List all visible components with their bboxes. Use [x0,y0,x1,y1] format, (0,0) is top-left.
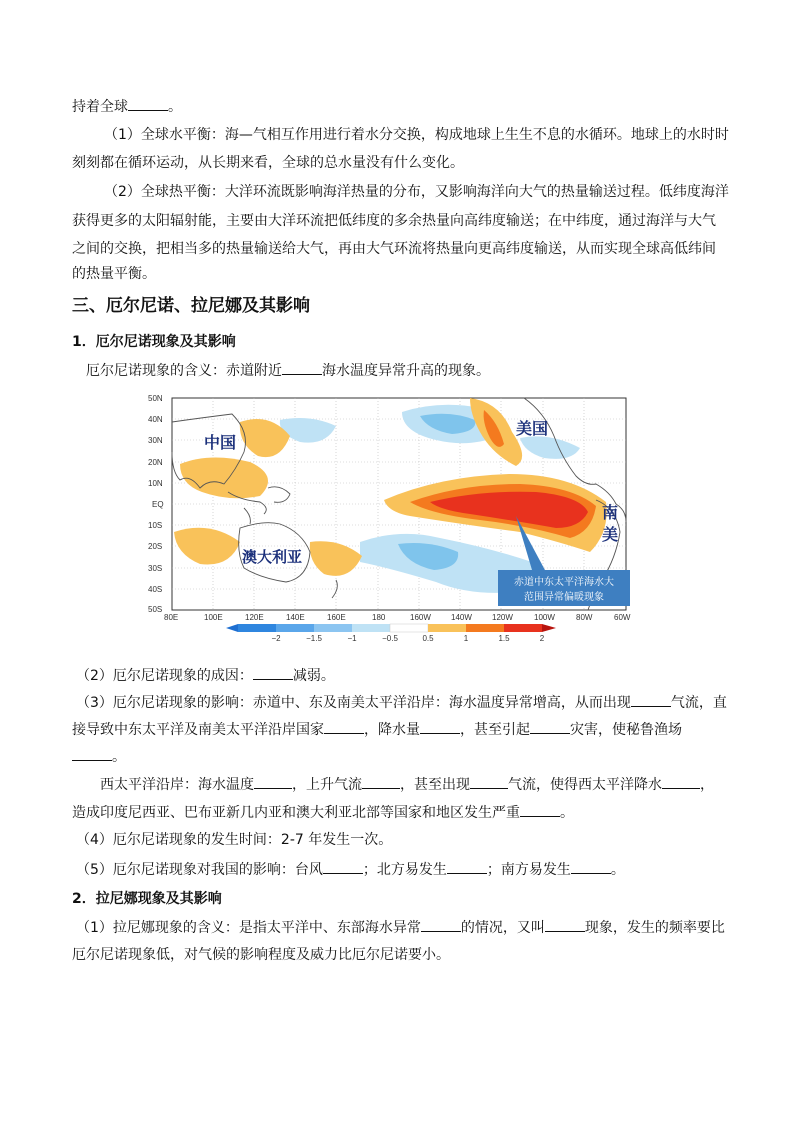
blank [254,774,292,789]
lat-tick-label: 20S [148,542,163,551]
lon-tick-label: 120W [492,613,513,622]
blank [72,746,112,761]
text: 现象，发生的频率要比 [584,920,725,936]
text: 。 [610,862,625,878]
paragraph-line: 刻刻都在循环运动，从长期来看，全球的总水量没有什么变化。 [72,155,464,171]
paragraph-line: 的热量平衡。 [72,266,156,282]
lon-tick-label: 100W [534,613,555,622]
callout-text: 范围异常偏暖现象 [524,592,604,603]
label-usa: 美国 [516,419,549,438]
text: 厄尔尼诺现象的含义：赤道附近 [86,363,282,379]
label-china: 中国 [204,433,237,452]
text: 。 [168,99,182,115]
text: 灾害，使秘鲁渔场 [570,722,682,738]
lon-tick-label: 60W [614,613,631,622]
item-impact-end [72,746,126,767]
text: 。 [112,749,126,765]
colorbar-label: −1.5 [306,634,322,642]
item-west-pacific [100,774,714,795]
lat-tick-label: 50N [148,394,163,403]
blank [282,360,322,375]
lon-tick-label: 180 [372,613,386,622]
lat-tick-label: 10S [148,521,163,530]
color-bar [226,624,556,632]
blank [421,917,461,932]
lat-tick-label: 30S [148,564,163,573]
text: 。 [560,805,574,821]
lat-tick-label: 40S [148,585,163,594]
lat-tick-label: 30N [148,436,163,445]
colorbar-label: 1 [463,634,469,642]
text: 减弱。 [292,668,335,684]
item-frequency: （4）厄尔尼诺现象的发生时间：2-7 年发生一次。 [76,832,393,848]
item-west-pacific-cont [72,802,574,823]
text: （3）厄尔尼诺现象的影响：赤道中、东及南美太平洋沿岸：海水温度异常增高，从而出现 [76,695,631,711]
lon-tick-label: 160W [410,613,431,622]
lat-tick-label: 20N [148,458,163,467]
text: ，上升气流 [292,777,362,793]
text: 持着全球 [72,99,128,115]
blank [253,665,293,680]
colorbar-label: −1 [347,634,357,642]
colorbar-label: 1.5 [498,634,510,642]
blank [470,774,508,789]
lat-tick-label: 40N [148,415,163,424]
paragraph-line: 之间的交换，把相当多的热量输送给大气，再由大气环流将热量向更高纬度输送，从而实现全球高低纬间 [72,241,716,257]
item-china-impact [76,859,625,880]
blank [545,917,585,932]
blank [128,96,168,111]
text: （2）厄尔尼诺现象的成因： [76,668,253,684]
text: ；北方易发生 [362,862,447,878]
text: 西太平洋沿岸：海水温度 [100,777,254,793]
label-south-america: 南 [602,503,619,522]
sst-anomaly-map [140,392,640,642]
subsection-heading: 1．厄尔尼诺现象及其影响 [72,334,236,350]
subsection-heading: 2．拉尼娜现象及其影响 [72,891,222,907]
label-australia: 澳大利亚 [242,548,303,566]
item-impact-cont [72,719,682,740]
blank [362,774,400,789]
lon-tick-label: 140E [286,613,305,622]
text: 接导致中东太平洋及南美太平洋沿岸国家 [72,722,324,738]
item-impact [76,692,727,713]
blank [662,774,700,789]
blank [420,719,460,734]
text: 造成印度尼西亚、巴布亚新几内亚和澳大利亚北部等国家和地区发生严重 [72,805,520,821]
blank [530,719,570,734]
colorbar-label: 2 [539,634,545,642]
lat-tick-label: 50S [148,605,163,614]
item-cause [76,665,335,686]
callout-text: 赤道中东太平洋海水大 [514,577,614,588]
lat-tick-label: EQ [152,500,164,509]
text: ， [700,777,714,793]
text: 的情况，又叫 [460,920,545,936]
color-bar-labels [271,634,544,642]
text: 气流，使得西太平洋降水 [508,777,662,793]
blank [324,719,364,734]
paragraph-line: 获得更多的太阳辐射能，主要由大洋环流把低纬度的多余热量向高纬度输送；在中纬度，通过海洋与大气 [72,213,716,229]
definition-line [86,360,490,381]
blank [520,802,560,817]
lon-tick-label: 120E [245,613,264,622]
lon-tick-label: 80E [164,613,179,622]
colorbar-label: −2 [271,634,281,642]
colorbar-label: −0.5 [382,634,398,642]
text-line [72,96,182,117]
paragraph-line: （2）全球热平衡：大洋环流既影响海洋热量的分布，又影响海洋向大气的热量输送过程。低纬度海洋 [104,184,729,200]
blank [447,859,487,874]
blank [631,692,671,707]
lon-tick-label: 160E [327,613,346,622]
text: ，甚至引起 [460,722,530,738]
text: （1）拉尼娜现象的含义：是指太平洋中、东部海水异常 [76,920,421,936]
text: （5）厄尔尼诺现象对我国的影响：台风 [76,862,323,878]
text: 海水温度异常升高的现象。 [322,363,490,379]
lat-tick-label: 10N [148,479,163,488]
blank [323,859,363,874]
lon-tick-label: 100E [204,613,223,622]
text: ，甚至出现 [400,777,470,793]
text: 气流，直 [670,695,727,711]
text: ；南方易发生 [486,862,571,878]
lon-tick-label: 140W [451,613,472,622]
la-nina-definition [76,917,725,938]
blank [571,859,611,874]
colorbar-label: 0.5 [422,634,434,642]
lon-tick-label: 80W [576,613,593,622]
la-nina-definition-cont: 厄尔尼诺现象低，对气候的影响程度及威力比厄尔尼诺要小。 [72,947,450,963]
label-south-america: 美 [602,525,619,544]
paragraph-line: （1）全球水平衡：海—气相互作用进行着水分交换，构成地球上生生不息的水循环。地球上的水时时 [104,127,729,143]
section-heading: 三、厄尔尼诺、拉尼娜及其影响 [72,296,310,316]
text: ，降水量 [364,722,420,738]
